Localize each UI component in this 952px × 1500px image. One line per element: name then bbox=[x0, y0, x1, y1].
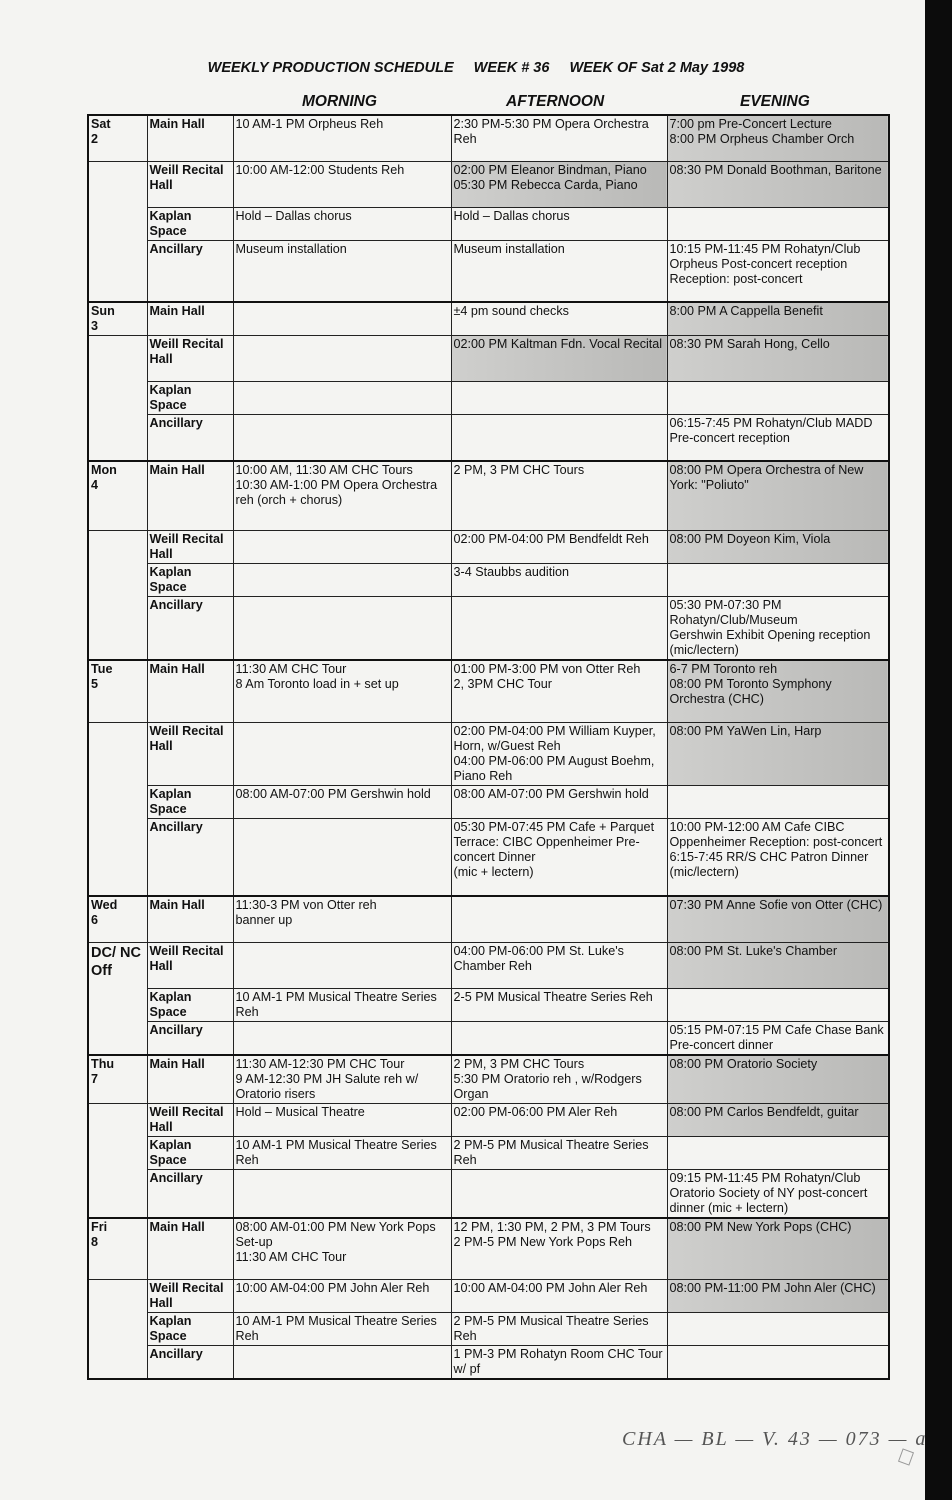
day-label-cont bbox=[88, 336, 147, 461]
evening-cell: 08:00 PM Oratorio Society bbox=[667, 1055, 889, 1104]
schedule-row bbox=[88, 988, 889, 1021]
day-label-cont bbox=[88, 161, 147, 302]
evening-cell: 08:00 PM Opera Orchestra of New York: "Poliuto" bbox=[667, 461, 889, 531]
afternoon-cell: 2 PM-5 PM Musical Theatre Series Reh bbox=[451, 1136, 667, 1169]
evening-cell: 6-7 PM Toronto reh 08:00 PM Toronto Symphony Orchestra (CHC) bbox=[667, 660, 889, 722]
day-label: Fri 8 bbox=[88, 1218, 147, 1280]
schedule-row bbox=[88, 1055, 889, 1104]
evening-cell bbox=[667, 207, 889, 240]
morning-cell: 10 AM-1 PM Musical Theatre Series Reh bbox=[233, 1313, 451, 1346]
venue-cell: Kaplan Space bbox=[147, 1313, 233, 1346]
evening-cell: 07:30 PM Anne Sofie von Otter (CHC) bbox=[667, 896, 889, 942]
morning-cell bbox=[233, 942, 451, 988]
evening-cell: 05:30 PM-07:30 PM Rohatyn/Club/Museum Gershwin Exhibit Opening reception (mic/lectern) bbox=[667, 597, 889, 661]
week-number: WEEK # 36 bbox=[473, 60, 550, 76]
afternoon-cell bbox=[451, 896, 667, 942]
venue-cell: Kaplan Space bbox=[147, 382, 233, 415]
evening-cell: 08:00 PM St. Luke's Chamber bbox=[667, 942, 889, 988]
morning-cell: 08:00 AM-07:00 PM Gershwin hold bbox=[233, 785, 451, 818]
afternoon-cell bbox=[451, 597, 667, 661]
afternoon-cell: 04:00 PM-06:00 PM St. Luke's Chamber Reh bbox=[451, 942, 667, 988]
afternoon-cell: 02:00 PM-04:00 PM William Kuyper, Horn, w/Guest Reh 04:00 PM-06:00 PM August Boehm, Piano Reh bbox=[451, 722, 667, 785]
schedule-row bbox=[88, 660, 889, 722]
morning-cell bbox=[233, 531, 451, 564]
venue-cell: Main Hall bbox=[147, 302, 233, 336]
day-label: Tue 5 bbox=[88, 660, 147, 722]
morning-cell bbox=[233, 1346, 451, 1380]
evening-cell: 10:00 PM-12:00 AM Cafe CIBC Oppenheimer Reception: post-concert 6:15-7:45 RR/S CHC Patron Dinner (mic/lectern) bbox=[667, 818, 889, 896]
evening-cell bbox=[667, 1136, 889, 1169]
day-label-cont bbox=[88, 1103, 147, 1218]
venue-cell: Kaplan Space bbox=[147, 207, 233, 240]
schedule-table bbox=[87, 114, 890, 1380]
schedule-row bbox=[88, 302, 889, 336]
morning-cell: 11:30 AM CHC Tour 8 Am Toronto load in + set up bbox=[233, 660, 451, 722]
venue-cell: Main Hall bbox=[147, 660, 233, 722]
schedule-row bbox=[88, 1313, 889, 1346]
morning-cell bbox=[233, 818, 451, 896]
schedule-row bbox=[88, 240, 889, 302]
schedule-row bbox=[88, 461, 889, 531]
scan-edge bbox=[925, 0, 952, 1500]
schedule-row bbox=[88, 722, 889, 785]
schedule-title: WEEKLY PRODUCTION SCHEDULE bbox=[207, 60, 454, 76]
afternoon-cell: 10:00 AM-04:00 PM John Aler Reh bbox=[451, 1280, 667, 1313]
evening-cell: 08:00 PM Doyeon Kim, Viola bbox=[667, 531, 889, 564]
evening-cell: 05:15 PM-07:15 PM Cafe Chase Bank Pre-concert dinner bbox=[667, 1021, 889, 1055]
schedule-row bbox=[88, 1103, 889, 1136]
evening-cell: 08:00 PM New York Pops (CHC) bbox=[667, 1218, 889, 1280]
column-header-morning: MORNING bbox=[302, 93, 377, 110]
afternoon-cell: 08:00 AM-07:00 PM Gershwin hold bbox=[451, 785, 667, 818]
day-label: Wed 6 bbox=[88, 896, 147, 942]
morning-cell bbox=[233, 597, 451, 661]
morning-cell: 10 AM-1 PM Musical Theatre Series Reh bbox=[233, 988, 451, 1021]
schedule-row bbox=[88, 1169, 889, 1218]
venue-cell: Ancillary bbox=[147, 1346, 233, 1380]
venue-cell: Ancillary bbox=[147, 415, 233, 461]
schedule-row bbox=[88, 1021, 889, 1055]
day-label-cont bbox=[88, 531, 147, 661]
afternoon-cell: 2 PM, 3 PM CHC Tours bbox=[451, 461, 667, 531]
venue-cell: Weill Recital Hall bbox=[147, 161, 233, 207]
morning-cell: 10:00 AM, 11:30 AM CHC Tours 10:30 AM-1:00 PM Opera Orchestra reh (orch + chorus) bbox=[233, 461, 451, 531]
venue-cell: Kaplan Space bbox=[147, 1136, 233, 1169]
evening-cell bbox=[667, 785, 889, 818]
venue-cell: Main Hall bbox=[147, 115, 233, 161]
schedule-row bbox=[88, 1346, 889, 1380]
evening-cell: 7:00 pm Pre-Concert Lecture 8:00 PM Orpheus Chamber Orch bbox=[667, 115, 889, 161]
venue-cell: Weill Recital Hall bbox=[147, 942, 233, 988]
evening-cell: 06:15-7:45 PM Rohatyn/Club MADD Pre-concert reception bbox=[667, 415, 889, 461]
schedule-row bbox=[88, 115, 889, 161]
morning-cell bbox=[233, 382, 451, 415]
morning-cell: 11:30-3 PM von Otter reh banner up bbox=[233, 896, 451, 942]
day-label: Thu 7 bbox=[88, 1055, 147, 1104]
afternoon-cell bbox=[451, 1169, 667, 1218]
day-label-cont bbox=[88, 722, 147, 896]
morning-cell bbox=[233, 302, 451, 336]
venue-cell: Main Hall bbox=[147, 896, 233, 942]
venue-cell: Main Hall bbox=[147, 1218, 233, 1280]
day-label: Mon 4 bbox=[88, 461, 147, 531]
morning-cell: Museum installation bbox=[233, 240, 451, 302]
afternoon-cell: 3-4 Staubbs audition bbox=[451, 564, 667, 597]
evening-cell: 10:15 PM-11:45 PM Rohatyn/Club Orpheus Post-concert reception Reception: post-concert bbox=[667, 240, 889, 302]
morning-cell bbox=[233, 1021, 451, 1055]
morning-cell bbox=[233, 722, 451, 785]
schedule-row bbox=[88, 415, 889, 461]
afternoon-cell: 2-5 PM Musical Theatre Series Reh bbox=[451, 988, 667, 1021]
venue-cell: Kaplan Space bbox=[147, 785, 233, 818]
schedule-row bbox=[88, 382, 889, 415]
column-header-afternoon: AFTERNOON bbox=[506, 93, 605, 110]
schedule-row bbox=[88, 785, 889, 818]
archive-handwritten-note: CHA — BL — V. 43 — 073 — a bbox=[622, 1428, 928, 1450]
page-title bbox=[0, 60, 952, 76]
afternoon-cell: 12 PM, 1:30 PM, 2 PM, 3 PM Tours 2 PM-5 PM New York Pops Reh bbox=[451, 1218, 667, 1280]
evening-cell bbox=[667, 1313, 889, 1346]
evening-cell: 08:30 PM Sarah Hong, Cello bbox=[667, 336, 889, 382]
venue-cell: Weill Recital Hall bbox=[147, 336, 233, 382]
afternoon-cell: Museum installation bbox=[451, 240, 667, 302]
schedule-row bbox=[88, 1136, 889, 1169]
venue-cell: Ancillary bbox=[147, 597, 233, 661]
venue-cell: Weill Recital Hall bbox=[147, 531, 233, 564]
afternoon-cell: 02:00 PM-04:00 PM Bendfeldt Reh bbox=[451, 531, 667, 564]
day-label-cont: DC/ NC Off bbox=[88, 942, 147, 1055]
venue-cell: Weill Recital Hall bbox=[147, 1103, 233, 1136]
morning-cell bbox=[233, 415, 451, 461]
week-of: WEEK OF Sat 2 May 1998 bbox=[569, 60, 745, 76]
venue-cell: Kaplan Space bbox=[147, 564, 233, 597]
evening-cell: 8:00 PM A Cappella Benefit bbox=[667, 302, 889, 336]
venue-cell: Ancillary bbox=[147, 1169, 233, 1218]
evening-cell bbox=[667, 382, 889, 415]
afternoon-cell bbox=[451, 382, 667, 415]
afternoon-cell: 2:30 PM-5:30 PM Opera Orchestra Reh bbox=[451, 115, 667, 161]
afternoon-cell bbox=[451, 1021, 667, 1055]
evening-cell: 08:30 PM Donald Boothman, Baritone bbox=[667, 161, 889, 207]
evening-cell bbox=[667, 1346, 889, 1380]
schedule-row bbox=[88, 597, 889, 661]
morning-cell bbox=[233, 336, 451, 382]
afternoon-cell: ±4 pm sound checks bbox=[451, 302, 667, 336]
venue-cell: Ancillary bbox=[147, 240, 233, 302]
morning-cell: 10:00 AM-04:00 PM John Aler Reh bbox=[233, 1280, 451, 1313]
morning-cell: 11:30 AM-12:30 PM CHC Tour 9 AM-12:30 PM JH Salute reh w/ Oratorio risers bbox=[233, 1055, 451, 1104]
afternoon-cell: 2 PM-5 PM Musical Theatre Series Reh bbox=[451, 1313, 667, 1346]
afternoon-cell: 05:30 PM-07:45 PM Cafe + Parquet Terrace: CIBC Oppenheimer Pre-concert Dinner (mic + lectern) bbox=[451, 818, 667, 896]
evening-cell: 08:00 PM YaWen Lin, Harp bbox=[667, 722, 889, 785]
afternoon-cell: Hold – Dallas chorus bbox=[451, 207, 667, 240]
evening-cell: 09:15 PM-11:45 PM Rohatyn/Club Oratorio Society of NY post-concert dinner (mic + lectern) bbox=[667, 1169, 889, 1218]
morning-cell bbox=[233, 1169, 451, 1218]
venue-cell: Weill Recital Hall bbox=[147, 722, 233, 785]
venue-cell: Kaplan Space bbox=[147, 988, 233, 1021]
morning-cell: 10 AM-1 PM Musical Theatre Series Reh bbox=[233, 1136, 451, 1169]
schedule-row bbox=[88, 942, 889, 988]
venue-cell: Main Hall bbox=[147, 1055, 233, 1104]
venue-cell: Main Hall bbox=[147, 461, 233, 531]
schedule-row bbox=[88, 1280, 889, 1313]
schedule-row bbox=[88, 207, 889, 240]
schedule-row bbox=[88, 161, 889, 207]
day-label: Sun 3 bbox=[88, 302, 147, 336]
schedule-row bbox=[88, 336, 889, 382]
morning-cell: Hold – Musical Theatre bbox=[233, 1103, 451, 1136]
venue-cell: Weill Recital Hall bbox=[147, 1280, 233, 1313]
day-label-cont bbox=[88, 1280, 147, 1380]
column-header-evening: EVENING bbox=[740, 93, 810, 110]
afternoon-cell: 02:00 PM Eleanor Bindman, Piano 05:30 PM Rebecca Carda, Piano bbox=[451, 161, 667, 207]
afternoon-cell bbox=[451, 415, 667, 461]
morning-cell: 08:00 AM-01:00 PM New York Pops Set-up 11:30 AM CHC Tour bbox=[233, 1218, 451, 1280]
venue-cell: Ancillary bbox=[147, 818, 233, 896]
afternoon-cell: 02:00 PM-06:00 PM Aler Reh bbox=[451, 1103, 667, 1136]
schedule-row bbox=[88, 896, 889, 942]
evening-cell: 08:00 PM Carlos Bendfeldt, guitar bbox=[667, 1103, 889, 1136]
morning-cell: 10:00 AM-12:00 Students Reh bbox=[233, 161, 451, 207]
schedule-row bbox=[88, 818, 889, 896]
evening-cell bbox=[667, 988, 889, 1021]
afternoon-cell: 02:00 PM Kaltman Fdn. Vocal Recital bbox=[451, 336, 667, 382]
schedule-row bbox=[88, 531, 889, 564]
morning-cell bbox=[233, 564, 451, 597]
schedule-row bbox=[88, 564, 889, 597]
schedule-row bbox=[88, 1218, 889, 1280]
day-label: Sat 2 bbox=[88, 115, 147, 161]
afternoon-cell: 2 PM, 3 PM CHC Tours 5:30 PM Oratorio reh , w/Rodgers Organ bbox=[451, 1055, 667, 1104]
venue-cell: Ancillary bbox=[147, 1021, 233, 1055]
morning-cell: 10 AM-1 PM Orpheus Reh bbox=[233, 115, 451, 161]
afternoon-cell: 01:00 PM-3:00 PM von Otter Reh 2, 3PM CHC Tour bbox=[451, 660, 667, 722]
evening-cell: 08:00 PM-11:00 PM John Aler (CHC) bbox=[667, 1280, 889, 1313]
morning-cell: Hold – Dallas chorus bbox=[233, 207, 451, 240]
afternoon-cell: 1 PM-3 PM Rohatyn Room CHC Tour w/ pf bbox=[451, 1346, 667, 1380]
evening-cell bbox=[667, 564, 889, 597]
